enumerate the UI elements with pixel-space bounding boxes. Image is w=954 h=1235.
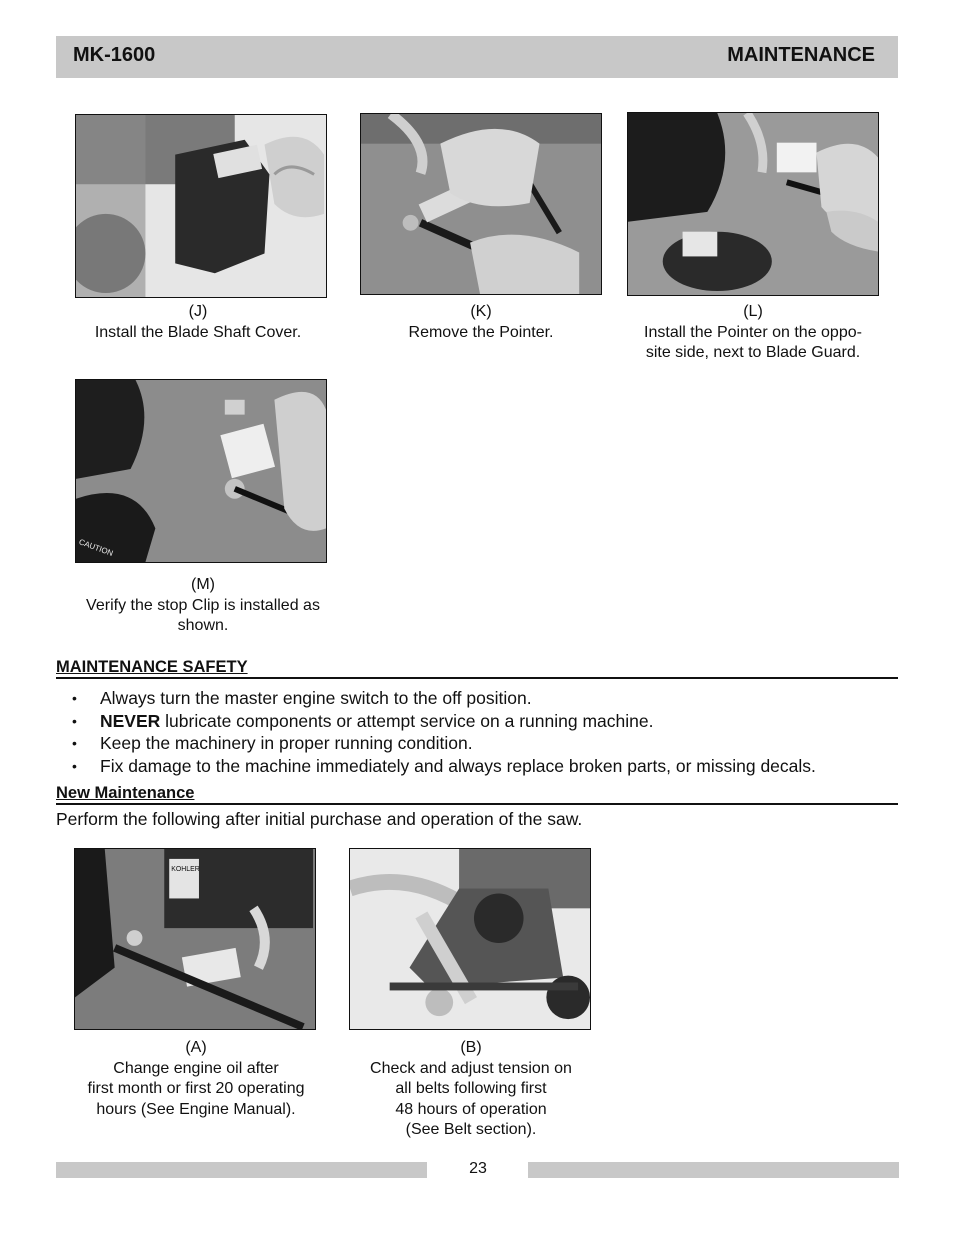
page-number: 23: [469, 1160, 487, 1177]
list-item: • NEVER lubricate components or attempt service on a running machine.: [72, 710, 654, 731]
photo-l-install-pointer: [627, 112, 879, 296]
caption-line: Change engine oil after: [113, 1059, 279, 1077]
caption-line: first month or first 20 operating: [87, 1080, 305, 1097]
photo-b-belt-tension: [349, 848, 591, 1030]
maintenance-safety-heading: [56, 657, 898, 679]
caption-line: Check and adjust tension on: [370, 1059, 572, 1077]
new-maintenance-intro: Perform the following after initial purchase and operation of the saw.: [56, 809, 583, 829]
caution-decal-text: CAUTION: [77, 537, 115, 558]
heading-text: New Maintenance: [56, 784, 195, 802]
caption-a: [74, 1038, 318, 1120]
caption-k: [359, 302, 603, 343]
caption-label: (J): [188, 303, 208, 320]
list-item: • Keep the machinery in proper running condition.: [72, 733, 473, 753]
photo-m-stop-clip: [75, 379, 327, 563]
list-item: • Fix damage to the machine immediately and always replace broken parts, or missing decals.: [72, 755, 816, 776]
footer-bar-left: [56, 1162, 427, 1178]
caption-line: hours (See Engine Manual).: [96, 1100, 296, 1118]
heading-text: MAINTENANCE SAFETY: [56, 658, 248, 676]
caption-label: (M): [191, 576, 215, 593]
caption-m: [75, 575, 331, 637]
caption-line: Install the Pointer on the oppo-: [644, 323, 862, 341]
safety-bullet-list: [56, 687, 898, 777]
caption-b: [349, 1038, 593, 1141]
new-maintenance-heading: [56, 783, 898, 805]
photo-k-remove-pointer: [360, 113, 602, 295]
caption-label: (A): [185, 1039, 207, 1056]
caption-line: (See Belt section).: [405, 1121, 537, 1138]
model-title: MK-1600: [73, 44, 156, 66]
kohler-decal-text: KOHLER: [171, 865, 200, 873]
caption-line: Install the Blade Shaft Cover.: [94, 323, 302, 341]
list-item: • Always turn the master engine switch to the off position.: [72, 688, 532, 708]
caption-label: (L): [743, 303, 763, 320]
caption-line: shown.: [177, 617, 229, 634]
caption-label: (B): [460, 1039, 482, 1056]
section-title: MAINTENANCE: [727, 44, 875, 66]
photo-a-engine-oil: [74, 848, 316, 1030]
caption-label: (K): [470, 303, 492, 320]
footer-bar-right: [528, 1162, 899, 1178]
caption-line: all belts following first: [395, 1080, 547, 1097]
photo-j-blade-shaft-cover: [75, 114, 327, 298]
caption-line: Remove the Pointer.: [408, 323, 554, 341]
caption-line: 48 hours of operation: [395, 1100, 547, 1118]
caption-line: site side, next to Blade Guard.: [645, 344, 861, 361]
caption-line: Verify the stop Clip is installed as: [86, 596, 320, 614]
caption-j: [75, 302, 321, 343]
caption-l: [626, 302, 880, 364]
page-header: [56, 36, 898, 78]
